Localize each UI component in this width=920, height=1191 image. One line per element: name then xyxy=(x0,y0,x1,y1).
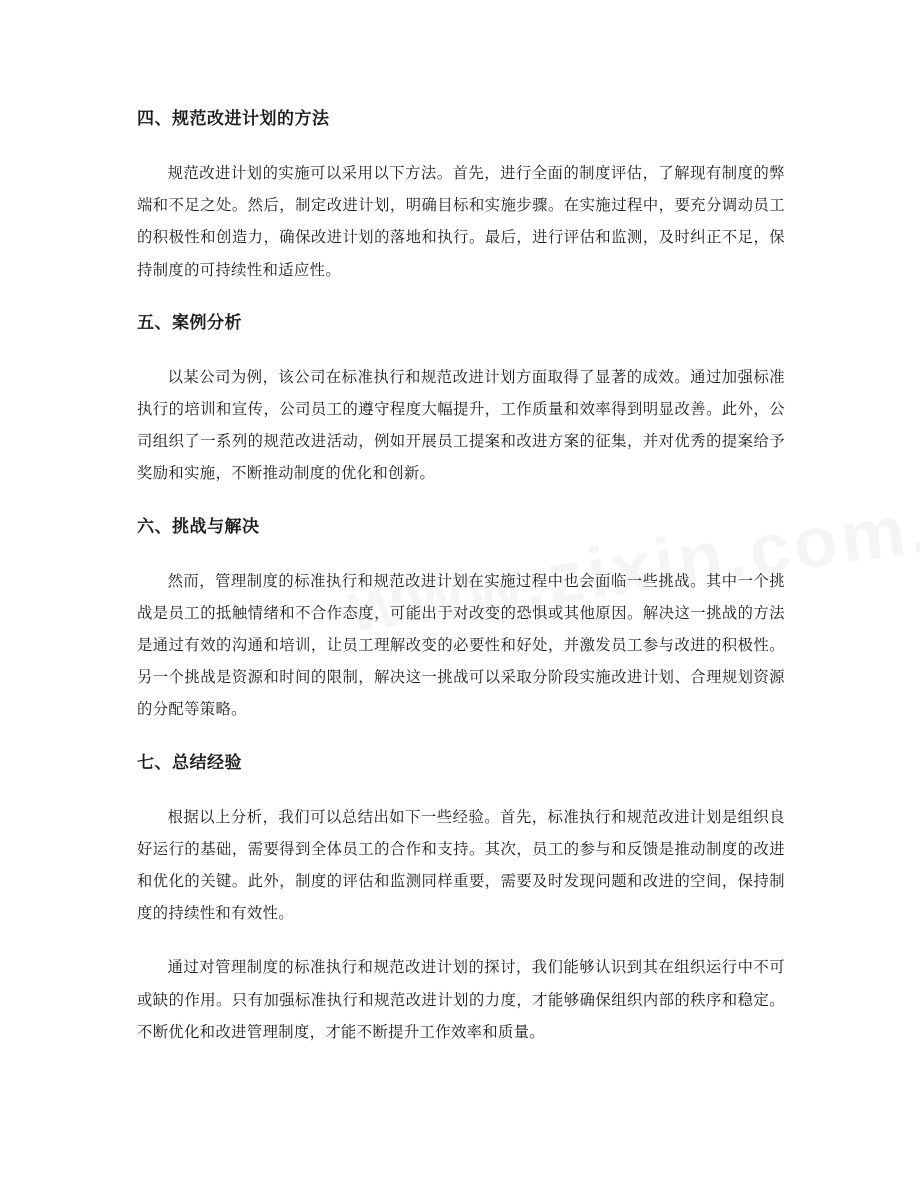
paragraph: 规范改进计划的实施可以采用以下方法。首先，进行全面的制度评估，了解现有制度的弊端和不足之处。然后，制定改进计划，明确目标和实施步骤。在实施过程中，要充分调动员工的积极性和创造力，确保改进计划的落地和执行。最后，进行评估和监测，及时纠正不足，保持制度的可持续性和适应性。 xyxy=(137,164,785,279)
section-title: 六、挑战与解决 xyxy=(137,516,260,537)
section-title: 五、案例分析 xyxy=(137,312,242,333)
section-summary xyxy=(137,748,785,1048)
paragraph: 通过对管理制度的标准执行和规范改进计划的探讨，我们能够认识到其在组织运行中不可或缺的作用。只有加强标准执行和规范改进计划的力度，才能够确保组织内部的秩序和稳定。不断优化和改进管理制度，才能不断提升工作效率和质量。 xyxy=(137,958,785,1041)
section-title: 七、总结经验 xyxy=(137,752,242,773)
paragraph: 以某公司为例，该公司在标准执行和规范改进计划方面取得了显著的成效。通过加强标准执行的培训和宣传，公司员工的遵守程度大幅提升，工作质量和效率得到明显改善。此外，公司组织了一系列的规范改进活动，例如开展员工提案和改进方案的征集，并对优秀的提案给予奖励和实施，不断推动制度的优化和创新。 xyxy=(137,367,785,483)
section-challenges xyxy=(137,512,785,726)
section-case-analysis xyxy=(137,308,785,490)
section-title: 四、规范改进计划的方法 xyxy=(137,109,330,129)
section-methods xyxy=(137,104,785,286)
document-body xyxy=(137,104,785,1070)
paragraph: 然而，管理制度的标准执行和规范改进计划在实施过程中也会面临一些挑战。其中一个挑战是员工的抵触情绪和不合作态度，可能出于对改变的恐惧或其他原因。解决这一挑战的方法是通过有效的沟通和培训，让员工理解改变的必要性和好处，并激发员工参与改进的积极性。另一个挑战是资源和时间的限制，解决这一挑战可以采取分阶段实施改进计划、合理规划资源的分配等策略。 xyxy=(137,571,785,719)
paragraph: 根据以上分析，我们可以总结出如下一些经验。首先，标准执行和规范改进计划是组织良好运行的基础，需要得到全体员工的合作和支持。其次，员工的参与和反馈是推动制度的改进和优化的关键。此外，制度的评估和监测同样重要，需要及时发现问题和改进的空间，保持制度的持续性和有效性。 xyxy=(137,807,785,923)
